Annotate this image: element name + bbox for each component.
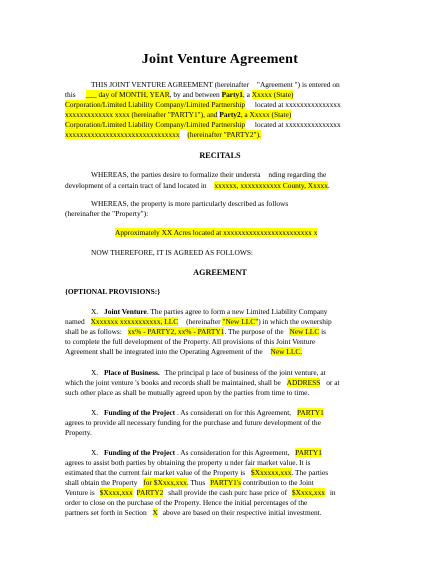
recitals-heading: RECITALS xyxy=(199,151,241,160)
funding-2-line-6: order to close on the purchase of the Property. Hence the initial percentages of the xyxy=(65,498,308,507)
funding-2-line-5: Venture is $Xxxx,xxx PARTY2 shall provide the cash purc hase price of $Xxxx,xxx in xyxy=(65,488,336,497)
funding-2-line-4: shall obtain the Property for $Xxxx,xxx. Thus PARTY1's contribution to the Joint xyxy=(65,478,314,487)
funding-2-line-7: partners set forth in Section X above are based on their respective initial investment. xyxy=(65,508,322,517)
intro-line-2: this ___ day of MONTH, YEAR, by and between Party1, a Xxxxx (State) xyxy=(65,90,294,99)
document-title: Joint Venture Agreement xyxy=(141,52,299,67)
joint-venture-line-4: to complete the full development of the Property. All provisions of this Joint Venture xyxy=(65,337,316,346)
funding-2-line-3: estimated that the current fair market value of the Property is $Xxxxxx,xxx. The parties xyxy=(65,468,329,477)
optional-provisions-heading: {OPTIONAL PROVISIONS:} xyxy=(65,287,161,296)
joint-venture-line-2: named Xxxxxxx xxxxxxxxxxx, LLC (hereinafter "New LLC") in which the ownership xyxy=(65,317,332,326)
intro-line-4: xxxxxxxxxxxxx xxxx (hereinafter "PARTY1"), and Party2, a Xxxxx (State) xyxy=(65,110,292,119)
intro-line-1: THIS JOINT VENTURE AGREEMENT (hereinafter "Agreement ") is entered on xyxy=(91,80,340,89)
property-description: Approximately XX Acres located at xxxxxxxxxxxxxxxxxxxxxxxx x xyxy=(115,228,318,237)
whereas-1-line-2: development of a certain tract of land located in xxxxxx, xxxxxxxxxxx County, Xxxxx. xyxy=(65,181,330,190)
place-of-business-line-2: which the joint venture 's books and records shall be maintained, shall be ADDRESS or at xyxy=(65,378,340,387)
funding-2-line-2: agrees to assist both parties by obtaining the property u nder fair market value. It is xyxy=(65,458,311,467)
whereas-2-line-2: (hereinafter the "Property"): xyxy=(65,209,149,218)
funding-1-line-2: agrees to provide all necessary funding for the purchase and future development of the xyxy=(65,418,321,427)
funding-2-line-1: X. Funding of the Project . As consideration for this Agreement, PARTY1 xyxy=(91,448,322,457)
whereas-1-line-1: WHEREAS, the parties desire to formalize their understa nding regarding the xyxy=(91,170,327,179)
therefore-clause: NOW THEREFORE, IT IS AGREED AS FOLLOWS: xyxy=(91,248,253,257)
place-of-business-line-1: X. Place of Business. The principal p lace of business of the joint venture, at xyxy=(91,368,326,377)
place-of-business-line-3: such other place as shall be mutually agreed upon by the parties from time to time. xyxy=(65,388,310,397)
funding-1-line-1: X. Funding of the Project . As considerati on for this Agreement, PARTY1 xyxy=(91,408,324,417)
funding-1-line-3: Property. xyxy=(65,428,92,437)
intro-line-5: Corporation/Limited Liability Company/Limited Partnership located at xxxxxxxxxxxxxxx xyxy=(65,120,341,129)
joint-venture-line-3: shall be as follows: xx% - PARTY2, xx% - PARTY1. The purpose of the New LLC is xyxy=(65,327,327,336)
intro-line-3: Corporation/Limited Liability Company/Limited Partnership located at xxxxxxxxxxxxxxx xyxy=(65,100,341,109)
intro-line-6: xxxxxxxxxxxxxxxxxxxxxxxxxxxxxxx (hereinafter "PARTY2"). xyxy=(65,130,261,139)
joint-venture-line-5: Agreement shall be integrated into the Operating Agreement of the New LLC. xyxy=(65,347,303,356)
agreement-heading: AGREEMENT xyxy=(193,268,247,277)
whereas-2-line-1: WHEREAS, the property is more particularly described as follows xyxy=(91,199,289,208)
joint-venture-line-1: X. Joint Venture. The parties agree to form a new Limited Liability Company xyxy=(91,307,328,316)
